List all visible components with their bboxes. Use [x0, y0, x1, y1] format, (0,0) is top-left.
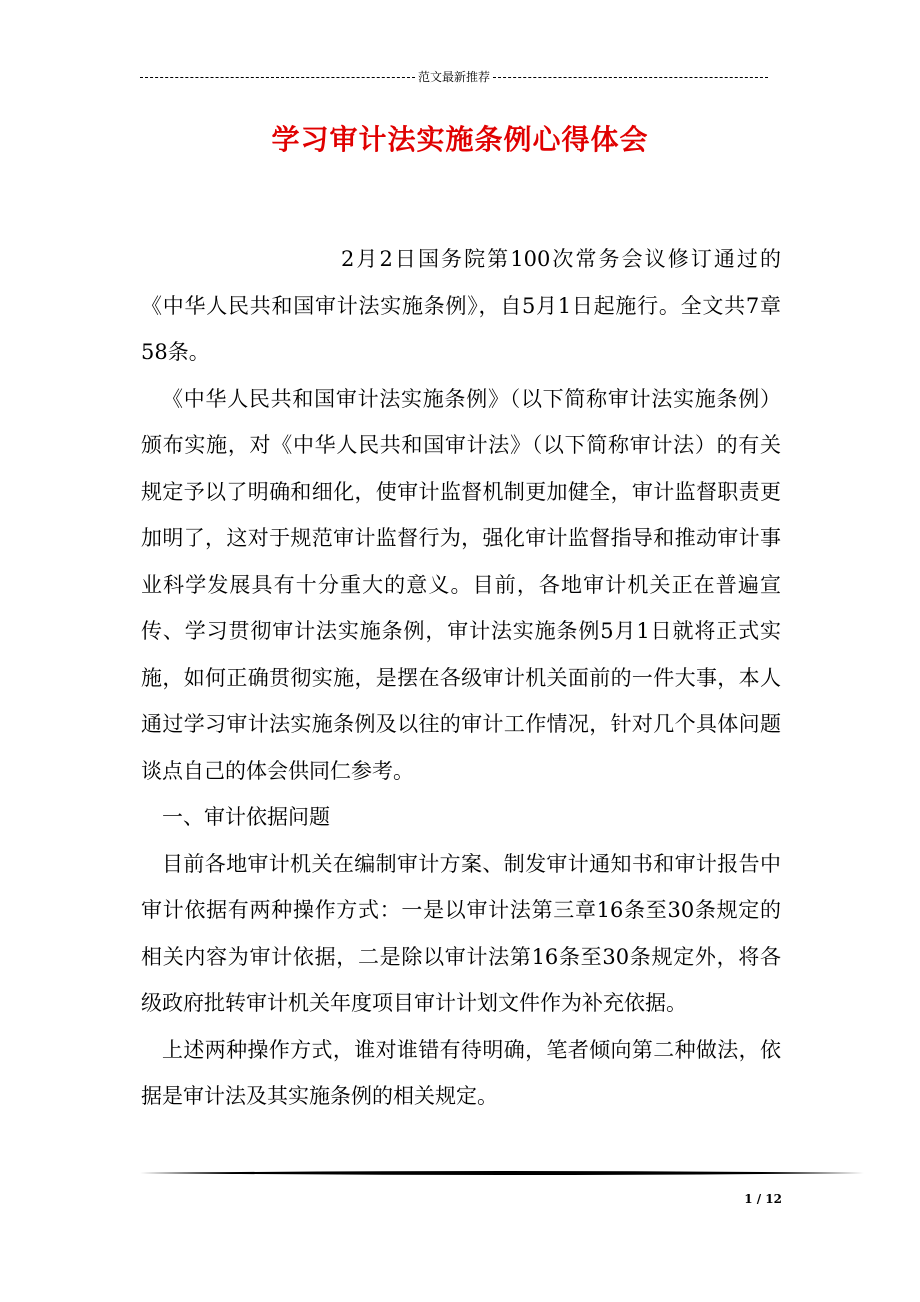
footer-rule: [140, 1170, 864, 1176]
page-number: 1 / 12: [744, 1192, 782, 1206]
document-body: [141, 236, 781, 1120]
paragraph-4: 上述两种操作方式，谁对谁错有待明确，笔者倾向第二种做法，依据是审计法及其实施条例的相关规定。: [141, 1037, 781, 1108]
header-label: 范文最新推荐: [418, 70, 491, 84]
header-dash-left: [140, 77, 415, 78]
paragraph-1: 2月2日国务院第100次常务会议修订通过的《中华人民共和国审计法实施条例》，自5月1日起施行。全文共7章58条。: [141, 247, 781, 364]
section-heading: 一、审计依据问题: [162, 805, 330, 829]
paragraph-2: 《中华人民共和国审计法实施条例》（以下简称审计法实施条例）颁布实施，对《中华人民共和国审计法》（以下简称审计法）的有关规定予以了明确和细化，使审计监督机制更加健全，审计监督职责更加明了，这对于规范审计监督行为，强化审计监督指导和推动审计事业科学发展具有十分重大的意义。目前，各地审计机关正在普遍宣传、学习贯彻审计法实施条例，审计法实施条例5月1日就将正式实施，如何正确贯彻实施，是摆在各级审计机关面前的一件大事，本人通过学习审计法实施条例及以往的审计工作情况，针对几个具体问题谈点自己的体会供同仁参考。: [141, 386, 781, 783]
header-dash-right: [493, 77, 768, 78]
paragraph-3: 目前各地审计机关在编制审计方案、制发审计通知书和审计报告中审计依据有两种操作方式：一是以审计法第三章16条至30条规定的相关内容为审计依据，二是除以审计法第16条至30条规定外，将各级政府批转审计机关年度项目审计计划文件作为补充依据。: [141, 851, 781, 1015]
page-header: [140, 68, 768, 86]
document-title: 学习审计法实施条例心得体会: [271, 123, 649, 156]
footer-rule-stroke: [140, 1171, 864, 1175]
